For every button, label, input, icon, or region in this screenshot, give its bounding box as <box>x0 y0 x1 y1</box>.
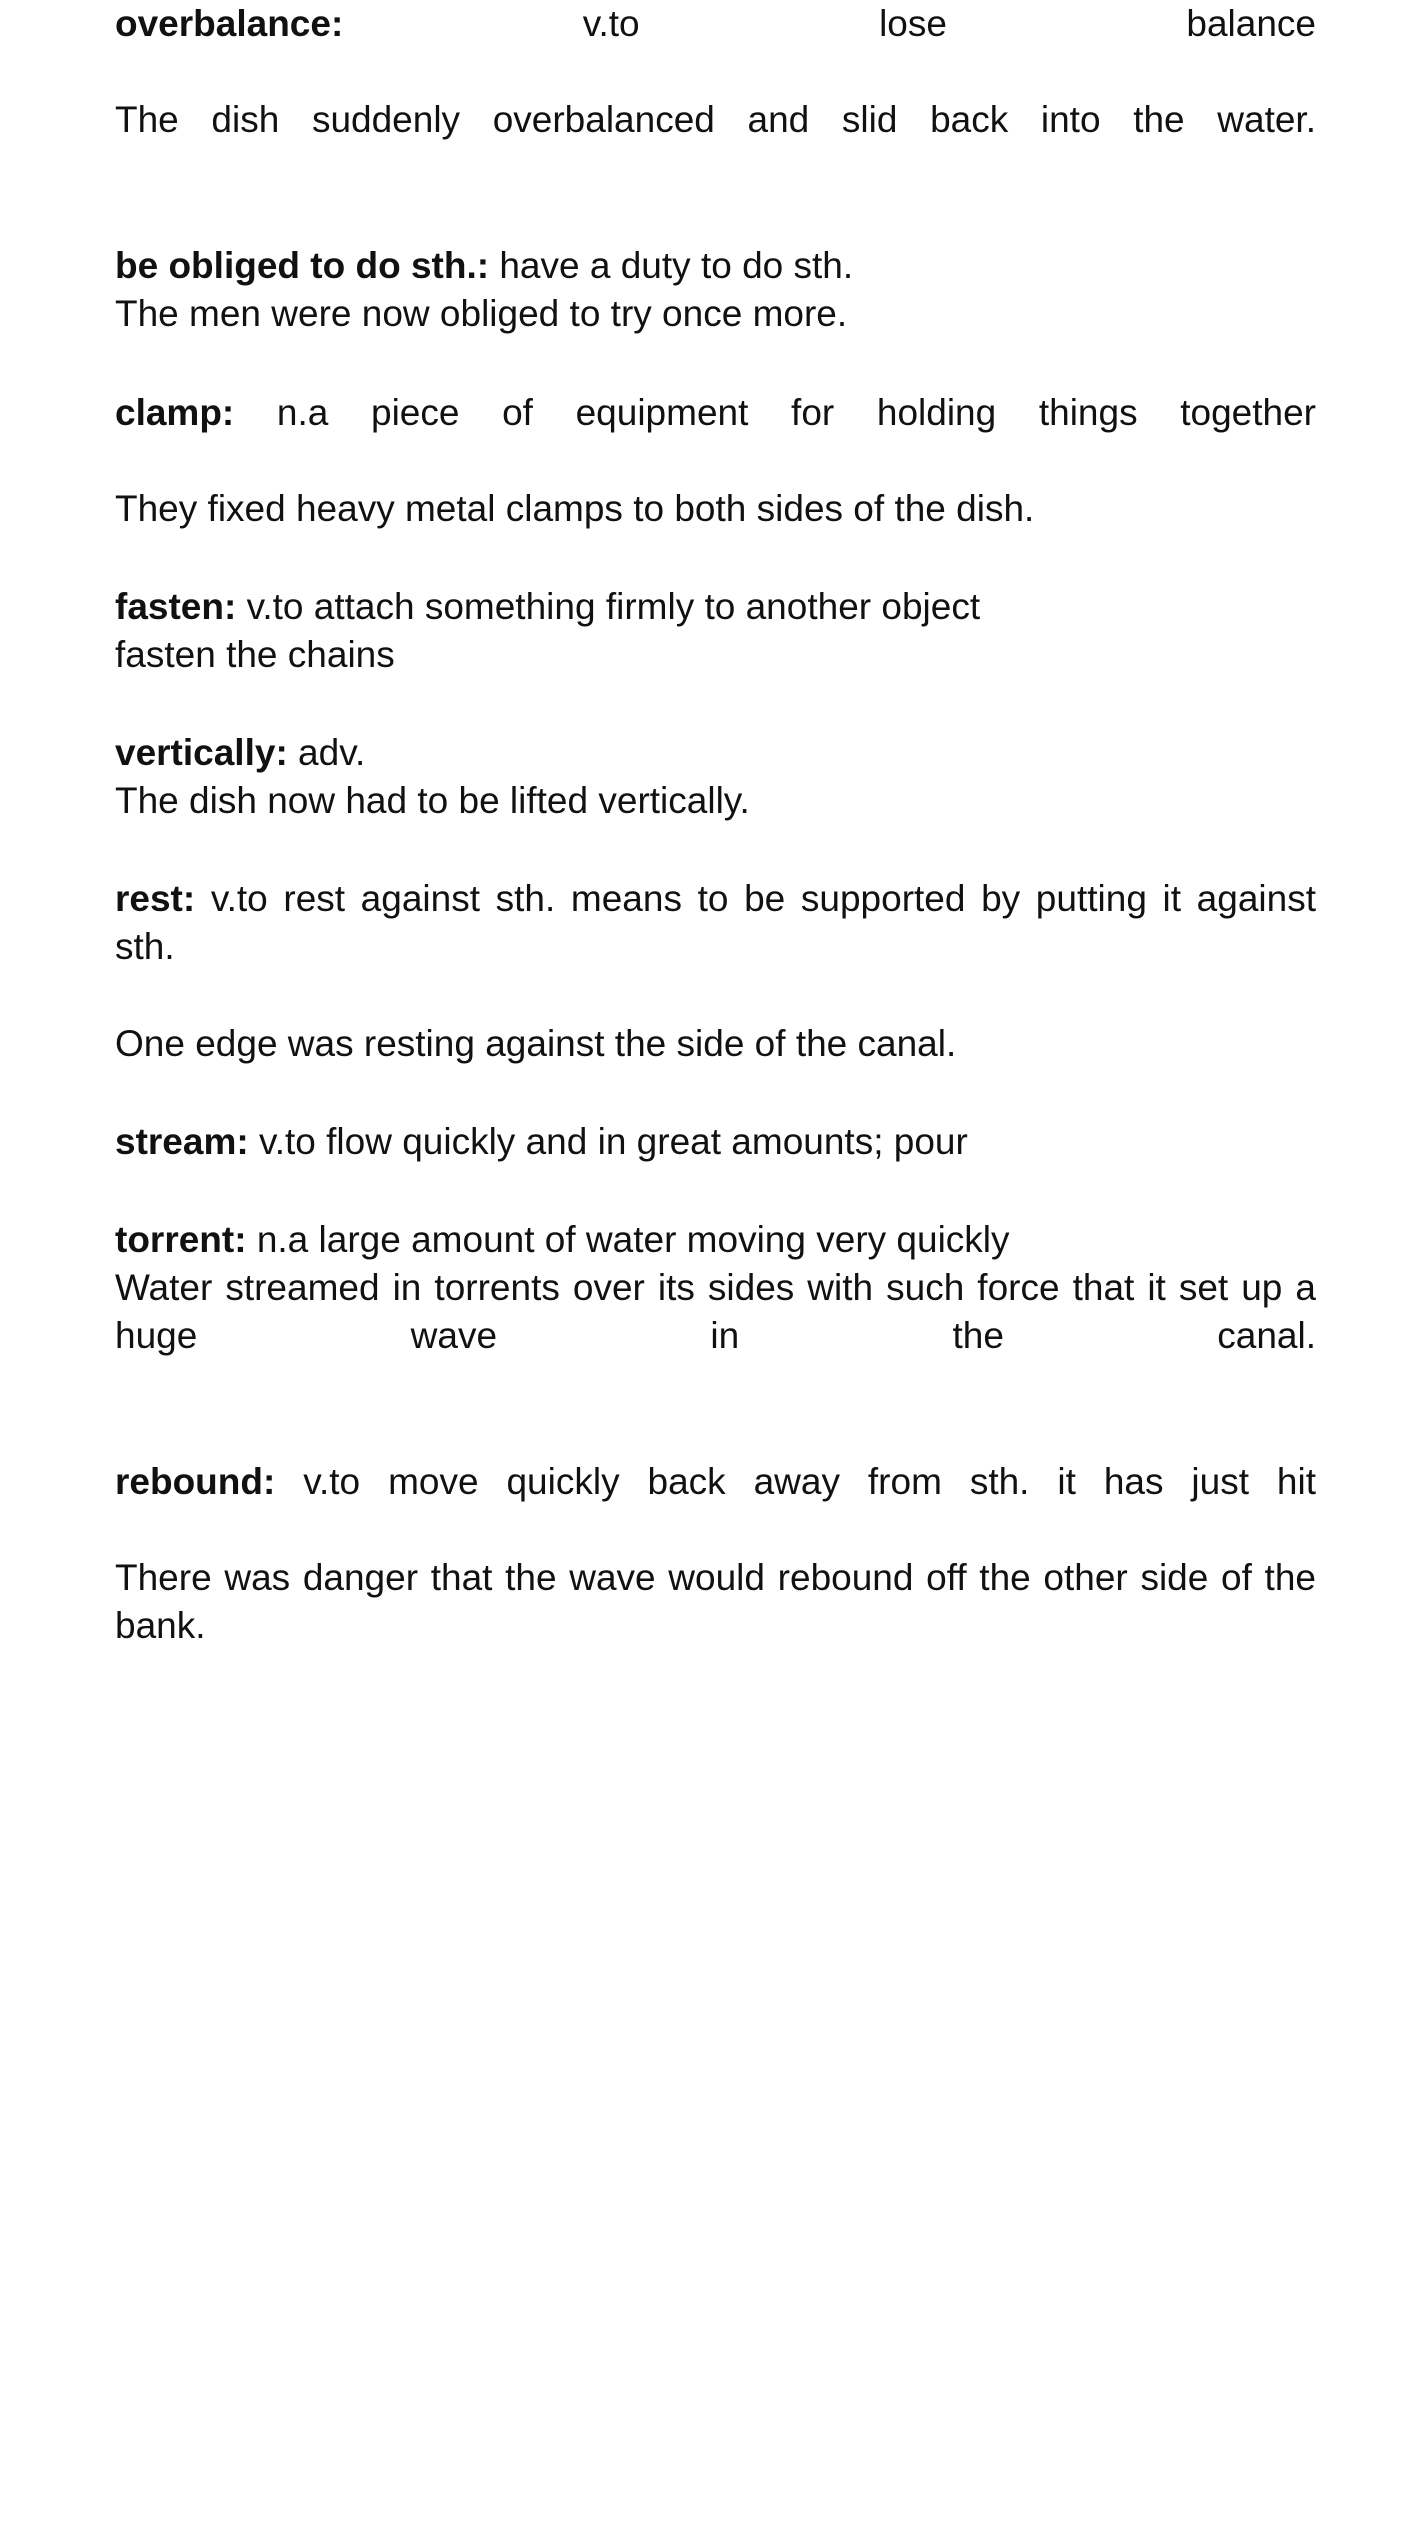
glossary-entry <box>115 1458 1316 1698</box>
entry-example: fasten the chains <box>115 633 395 675</box>
glossary-entry <box>115 583 1316 679</box>
glossary-entry <box>115 0 1316 192</box>
entry-headline <box>115 1118 1316 1166</box>
entry-example: Water streamed in torrents over its sides with such force that it set up a huge wave in the canal. <box>115 1266 1316 1356</box>
entry-headline <box>115 1216 1316 1264</box>
entry-definition: v.to move quickly back away from sth. it has just hit <box>275 1461 1316 1503</box>
glossary-entry <box>115 1216 1316 1408</box>
entry-term: torrent: <box>115 1218 247 1260</box>
entry-term: stream: <box>115 1120 249 1162</box>
entry-example: The dish suddenly overbalanced and slid back into the water. <box>115 99 1316 141</box>
entry-definition: n.a large amount of water moving very quickly <box>246 1218 1010 1260</box>
entry-headline <box>115 583 1316 631</box>
entry-definition: have a duty to do sth. <box>489 245 854 287</box>
entry-headline <box>115 0 1316 96</box>
glossary-entry <box>115 729 1316 825</box>
entry-term: be obliged to do sth.: <box>115 245 490 287</box>
entry-example: The dish now had to be lifted vertically. <box>115 780 750 822</box>
glossary-entry <box>115 1118 1316 1166</box>
entry-headline <box>115 1458 1316 1554</box>
entry-term: rebound: <box>115 1461 276 1503</box>
entry-example: One edge was resting against the side of the canal. <box>115 1022 957 1064</box>
entry-definition: n.a piece of equipment for holding things together <box>234 391 1316 433</box>
entry-headline <box>115 729 1316 777</box>
glossary-entry <box>115 242 1316 338</box>
entry-definition: v.to attach something firmly to another object <box>236 585 981 627</box>
entry-definition: v.to rest against sth. means to be supported by putting it against sth. <box>115 878 1316 968</box>
entry-term: rest: <box>115 878 196 920</box>
entry-term: fasten: <box>115 585 237 627</box>
entry-example: They fixed heavy metal clamps to both sides of the dish. <box>115 487 1035 529</box>
glossary-entry <box>115 875 1316 1067</box>
entry-definition: v.to flow quickly and in great amounts; pour <box>248 1120 968 1162</box>
entry-definition: adv. <box>287 732 366 774</box>
entry-example: The men were now obliged to try once more. <box>115 293 848 335</box>
entry-headline <box>115 875 1316 1019</box>
entry-term: vertically: <box>115 732 288 774</box>
entry-headline <box>115 389 1316 485</box>
entry-example: There was danger that the wave would rebound off the other side of the bank. <box>115 1557 1316 1647</box>
glossary-entry <box>115 389 1316 533</box>
entry-headline <box>115 242 1316 290</box>
entry-definition: v.to lose balance <box>343 3 1316 44</box>
entry-term: clamp: <box>115 391 235 433</box>
entry-term: overbalance: <box>115 3 344 44</box>
